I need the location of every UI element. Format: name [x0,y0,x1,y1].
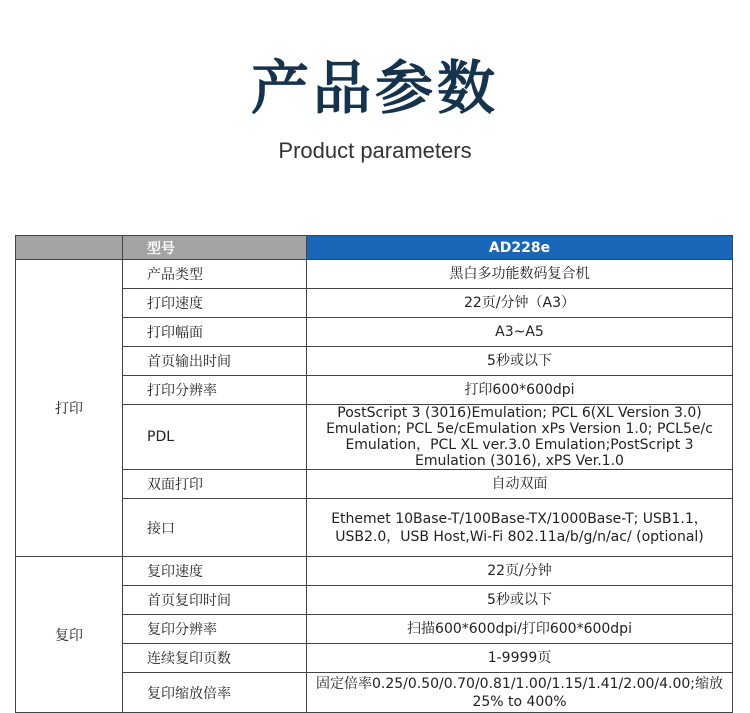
row-label: 复印速度 [123,557,307,586]
row-value: 5秒或以下 [307,347,733,376]
row-value: 1-9999页 [307,644,733,673]
row-label: 产品类型 [123,260,307,289]
row-value: 扫描600*600dpi/打印600*600dpi [307,615,733,644]
row-label: 打印分辨率 [123,376,307,405]
row-value: 打印600*600dpi [307,376,733,405]
table-row [16,405,733,470]
table-row [16,318,733,347]
row-value: 自动双面 [307,470,733,499]
row-label: 首页复印时间 [123,586,307,615]
table-row [16,644,733,673]
row-value: 黑白多功能数码复合机 [307,260,733,289]
row-label: 接口 [123,499,307,557]
table-row [16,615,733,644]
row-value: PostScript 3 (3016)Emulation; PCL 6(XL Version 3.0) Emulation; PCL 5e/cEmulation xPs Version 1.0; PCL5e/c Emulation，PCL XL ver.3.0 Emulation;PostScript 3 Emulation (3016), xPS Ver.1.0 [307,405,733,470]
row-value: Ethemet 10Base-T/100Base-TX/1000Base-T; USB1.1，USB2.0，USB Host,Wi-Fi 802.11a/b/g/n/ac/ (optional) [307,499,733,557]
row-value: 22页/分钟（A3） [307,289,733,318]
row-label: 连续复印页数 [123,644,307,673]
row-value: 5秒或以下 [307,586,733,615]
table-row [16,586,733,615]
row-label: 双面打印 [123,470,307,499]
row-label: 复印缩放倍率 [123,673,307,713]
table-row [16,557,733,586]
header-model-label: 型号 [123,236,307,260]
row-label: 打印幅面 [123,318,307,347]
table-row [16,673,733,713]
table-row [16,260,733,289]
table-header-row [16,236,733,260]
table-row [16,289,733,318]
spec-table [15,235,733,713]
group-copy-label: 复印 [16,557,123,713]
row-label: 复印分辨率 [123,615,307,644]
page-title: 产品参数 [250,54,499,122]
group-print-label: 打印 [16,260,123,557]
row-value: 固定倍率0.25/0.50/0.70/0.81/1.00/1.15/1.41/2.00/4.00;缩放25% to 400% [307,673,733,713]
row-label: 首页输出时间 [123,347,307,376]
row-label: PDL [123,405,307,470]
header-model-value: AD228e [307,236,733,260]
row-value: A3~A5 [307,318,733,347]
row-value: 22页/分钟 [307,557,733,586]
table-row [16,376,733,405]
table-row [16,347,733,376]
table-row [16,470,733,499]
page-subtitle: Product parameters [278,138,472,163]
table-row [16,499,733,557]
row-label: 打印速度 [123,289,307,318]
header-blank-cell [16,236,123,260]
